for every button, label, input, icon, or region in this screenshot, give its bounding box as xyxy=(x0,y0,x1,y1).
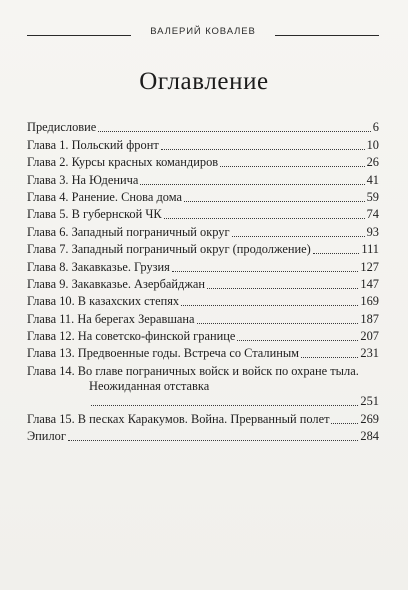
toc-entry-label: Глава 7. Западный пограничный округ (продолжение) xyxy=(27,242,311,257)
toc-entry-line xyxy=(27,394,379,409)
toc-entry-page: 26 xyxy=(366,155,379,170)
toc-entry-page: 251 xyxy=(360,394,379,409)
toc-entry-epilogue xyxy=(27,427,379,444)
toc-leader-dots xyxy=(301,357,358,358)
toc-leader-dots xyxy=(68,440,359,441)
toc-entry-chapter-9 xyxy=(27,275,379,292)
toc-leader-dots xyxy=(237,340,358,341)
toc-entry-label: Глава 9. Закавказье. Азербайджан xyxy=(27,276,206,291)
toc-entry-label: Глава 5. В губернской ЧК xyxy=(27,207,162,222)
table-of-contents xyxy=(27,118,379,444)
toc-leader-dots xyxy=(184,201,365,202)
toc-entry-page: 93 xyxy=(366,224,379,239)
toc-entry-page: 127 xyxy=(360,259,379,274)
toc-entry-label: Глава 4. Ранение. Снова дома xyxy=(27,189,182,204)
toc-leader-dots xyxy=(207,288,358,289)
toc-entry-page: 111 xyxy=(361,242,379,257)
toc-title: Оглавление xyxy=(139,68,269,95)
header-rule-right xyxy=(275,35,379,36)
toc-entry-label: Глава 1. Польский фронт xyxy=(27,137,159,152)
toc-entry-chapter-4 xyxy=(27,188,379,205)
running-header xyxy=(27,24,379,40)
toc-entry-label-continued: Неожиданная отставка xyxy=(89,379,210,394)
toc-entry-preface xyxy=(27,118,379,135)
toc-entry-chapter-11 xyxy=(27,309,379,326)
toc-entry-chapter-7 xyxy=(27,240,379,257)
toc-leader-dots xyxy=(181,305,358,306)
toc-leader-dots xyxy=(220,166,365,167)
author-name: ВАЛЕРИЙ КОВАЛЕВ xyxy=(150,26,256,37)
toc-entry-chapter-8 xyxy=(27,257,379,274)
toc-entry-chapter-5 xyxy=(27,205,379,222)
toc-entry-page: 59 xyxy=(366,189,379,204)
toc-leader-dots xyxy=(161,149,365,150)
toc-leader-dots xyxy=(98,131,371,132)
toc-leader-dots xyxy=(140,184,364,185)
toc-entry-page: 269 xyxy=(360,411,379,426)
toc-entry-chapter-12 xyxy=(27,327,379,344)
toc-leader-dots xyxy=(313,253,360,254)
toc-entry-page: 74 xyxy=(366,207,379,222)
toc-entry-page: 169 xyxy=(360,294,379,309)
toc-entry-label: Глава 12. На советско-финской границе xyxy=(27,329,236,344)
toc-leader-dots xyxy=(331,423,358,424)
toc-entry-chapter-13 xyxy=(27,344,379,361)
toc-entry-label: Глава 3. На Юденича xyxy=(27,172,139,187)
toc-entry-page: 10 xyxy=(366,137,379,152)
toc-entry-line xyxy=(27,361,379,378)
toc-leader-dots xyxy=(172,271,359,272)
toc-leader-dots xyxy=(164,218,365,219)
toc-entry-label: Глава 13. Предвоенные годы. Встреча со Сталиным xyxy=(27,346,300,361)
toc-leader-dots xyxy=(197,323,359,324)
toc-entry-page: 231 xyxy=(360,346,379,361)
toc-entry-chapter-2 xyxy=(27,153,379,170)
toc-entry-page: 147 xyxy=(360,276,379,291)
toc-entry-page: 6 xyxy=(372,120,379,135)
toc-leader-dots xyxy=(91,405,358,406)
toc-entry-label: Глава 10. В казахских степях xyxy=(27,294,180,309)
toc-entry-label: Эпилог xyxy=(27,429,66,444)
toc-entry-label: Глава 2. Курсы красных командиров xyxy=(27,155,219,170)
toc-entry-line xyxy=(27,379,379,395)
toc-entry-label: Глава 8. Закавказье. Грузия xyxy=(27,259,170,274)
toc-entry-chapter-10 xyxy=(27,292,379,309)
toc-entry-label: Предисловие xyxy=(27,120,97,135)
toc-entry-page: 207 xyxy=(360,329,379,344)
toc-entry-label: Глава 6. Западный пограничный округ xyxy=(27,224,230,239)
toc-leader-dots xyxy=(232,236,365,237)
toc-entry-chapter-3 xyxy=(27,170,379,187)
toc-entry-label: Глава 11. На берегах Зеравшана xyxy=(27,311,195,326)
toc-entry-label: Глава 15. В песках Каракумов. Война. Прерванный полет xyxy=(27,411,330,426)
toc-entry-chapter-14 xyxy=(27,361,379,409)
toc-entry-chapter-1 xyxy=(27,135,379,152)
toc-entry-chapter-6 xyxy=(27,222,379,239)
toc-entry-chapter-15 xyxy=(27,409,379,426)
toc-entry-label: Глава 14. Во главе пограничных войск и войск по охране тыла. xyxy=(27,363,359,378)
toc-entry-page: 41 xyxy=(366,172,379,187)
toc-entry-page: 187 xyxy=(360,311,379,326)
toc-entry-page: 284 xyxy=(360,429,379,444)
